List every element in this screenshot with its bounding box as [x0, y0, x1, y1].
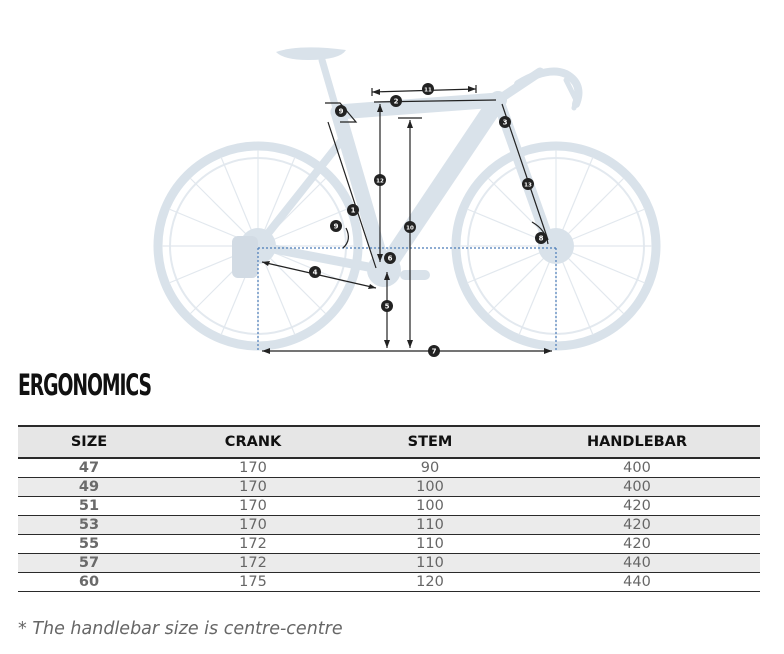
callout-9 — [330, 220, 342, 232]
cell-size: 57 — [18, 554, 160, 573]
callout-number: 12 — [376, 178, 384, 185]
cell-stem: 100 — [346, 497, 514, 516]
bike-silhouette — [158, 47, 656, 346]
cell-size: 47 — [18, 458, 160, 478]
cell-crank: 170 — [160, 516, 346, 535]
cell-handlebar: 400 — [514, 478, 760, 497]
cell-crank: 170 — [160, 478, 346, 497]
cell-size: 49 — [18, 478, 160, 497]
callout-number: 6 — [387, 254, 393, 263]
cell-stem: 120 — [346, 573, 514, 592]
footnote: * The handlebar size is centre-centre — [18, 619, 343, 639]
cell-handlebar: 420 — [514, 497, 760, 516]
cell-crank: 172 — [160, 535, 346, 554]
handlebar — [518, 72, 578, 108]
callout-number: 10 — [406, 225, 414, 232]
section-title: ERGONOMICS — [18, 368, 151, 402]
table-row — [18, 535, 760, 554]
callout-1 — [347, 204, 359, 216]
callout-12 — [374, 174, 386, 186]
header-size: SIZE — [18, 426, 160, 458]
cell-size: 51 — [18, 497, 160, 516]
callout-number: 8 — [538, 234, 544, 243]
cell-size: 53 — [18, 516, 160, 535]
cell-handlebar: 440 — [514, 554, 760, 573]
callout-11 — [422, 83, 434, 95]
callout-number: 4 — [312, 268, 318, 277]
cell-size: 60 — [18, 573, 160, 592]
cell-crank: 170 — [160, 497, 346, 516]
saddle — [276, 47, 346, 60]
callout-number: 11 — [424, 87, 432, 94]
callout-2 — [390, 95, 402, 107]
cell-crank: 175 — [160, 573, 346, 592]
cell-handlebar: 420 — [514, 535, 760, 554]
cell-size: 55 — [18, 535, 160, 554]
callout-5 — [381, 300, 393, 312]
callout-number: 1 — [350, 206, 356, 215]
callout-number: 7 — [431, 347, 437, 356]
header-handlebar: HANDLEBAR — [514, 426, 760, 458]
table-row — [18, 497, 760, 516]
cell-stem: 110 — [346, 535, 514, 554]
table-row — [18, 458, 760, 478]
callout-number: 9 — [333, 222, 339, 231]
cell-crank: 170 — [160, 458, 346, 478]
callout-10 — [404, 221, 416, 233]
cell-stem: 110 — [346, 516, 514, 535]
cell-handlebar: 440 — [514, 573, 760, 592]
header-crank: CRANK — [160, 426, 346, 458]
callout-8 — [535, 232, 547, 244]
cell-handlebar: 420 — [514, 516, 760, 535]
callout-4 — [309, 266, 321, 278]
callout-number: 13 — [524, 182, 532, 189]
callout-13 — [522, 178, 534, 190]
callout-9 — [335, 105, 347, 117]
cell-handlebar: 400 — [514, 458, 760, 478]
callout-number: 3 — [502, 118, 508, 127]
table-row — [18, 554, 760, 573]
callout-number: 5 — [384, 302, 390, 311]
cell-stem: 110 — [346, 554, 514, 573]
header-stem: STEM — [346, 426, 514, 458]
callout-7 — [428, 345, 440, 357]
cell-crank: 172 — [160, 554, 346, 573]
cell-stem: 100 — [346, 478, 514, 497]
ergonomics-table — [18, 425, 760, 592]
cell-stem: 90 — [346, 458, 514, 478]
callout-6 — [384, 252, 396, 264]
table-row — [18, 573, 760, 592]
callout-3 — [499, 116, 511, 128]
table-row — [18, 516, 760, 535]
table-row — [18, 478, 760, 497]
callout-number: 2 — [393, 97, 399, 106]
table-header-row — [18, 426, 760, 458]
callout-number: 9 — [338, 107, 344, 116]
